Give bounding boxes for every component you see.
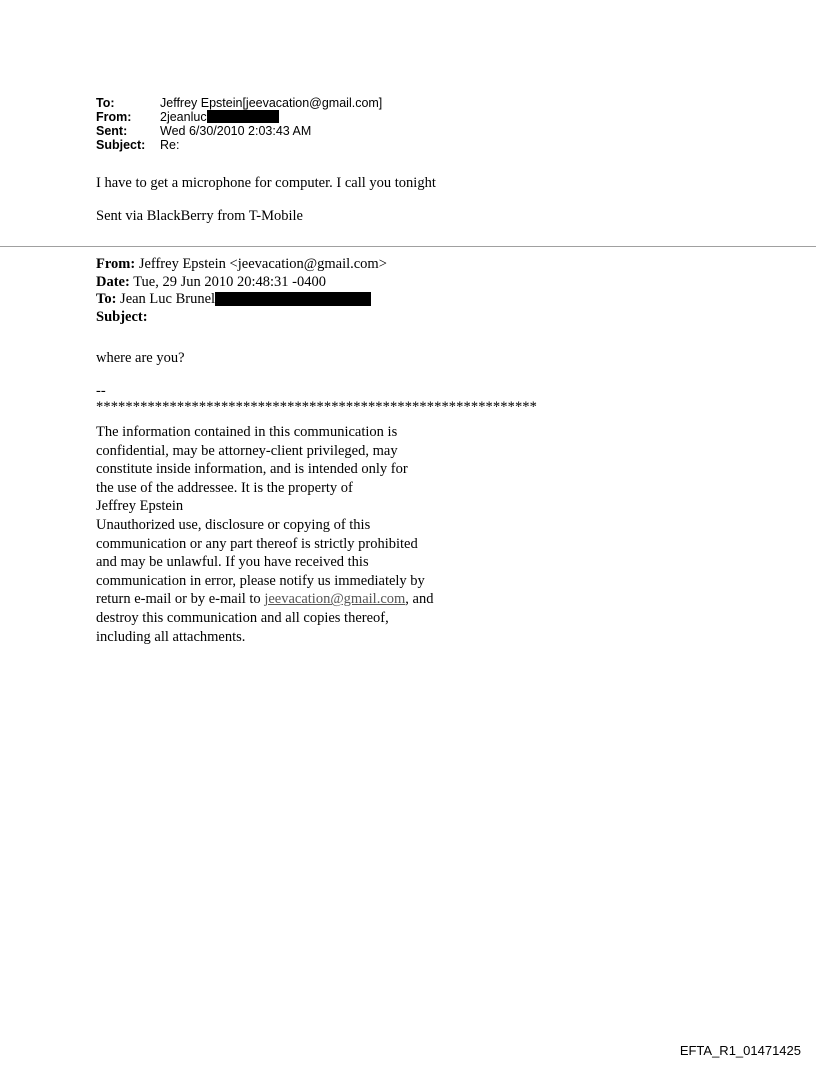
from-label: From: (96, 110, 132, 124)
disclaimer-line: communication in error, please notify us immediately by (96, 572, 425, 589)
to-label: To: (96, 96, 115, 110)
to-value: Jeffrey Epstein[jeevacation@gmail.com] (160, 96, 383, 110)
quoted-subject-label: Subject: (96, 308, 148, 325)
disclaimer-line: Unauthorized use, disclosure or copying of this (96, 516, 371, 533)
disclaimer-line: and may be unlawful. If you have received this (96, 554, 369, 571)
disclaimer-line: communication or any part thereof is strictly prohibited (96, 535, 418, 552)
quoted-to-value: Jean Luc Brunel (116, 291, 216, 307)
quoted-to-row (96, 291, 387, 309)
confidentiality-disclaimer (96, 423, 433, 646)
body-line-sent-via: Sent via BlackBerry from T-Mobile (96, 208, 303, 224)
disclaimer-line: constitute inside information, and is intended only for (96, 461, 408, 478)
quoted-subject-row (96, 309, 387, 327)
quoted-date-row (96, 274, 387, 292)
quoted-date-label: Date: (96, 273, 130, 290)
header-from-row (96, 110, 382, 124)
sent-label: Sent: (96, 124, 128, 138)
header-subject-row (96, 138, 382, 152)
header-to-row (96, 96, 382, 110)
signature-dashes: -- (96, 383, 106, 399)
return-prefix: return e-mail or by e-mail to (96, 591, 265, 608)
disclaimer-line: including all attachments. (96, 628, 246, 645)
quoted-message: where are you? (96, 350, 185, 366)
disclaimer-line: The information contained in this communication is (96, 424, 398, 440)
return-suffix: , and (405, 591, 434, 608)
quoted-from-row (96, 256, 387, 274)
disclaimer-line: the use of the addressee. It is the property of (96, 479, 353, 496)
signature-stars: ************************************************************ (96, 399, 537, 415)
redaction-box (207, 110, 279, 123)
quoted-from-value: Jeffrey Epstein <jeevacation@gmail.com> (135, 256, 387, 272)
subject-value: Re: (160, 138, 180, 152)
disclaimer-line-return (96, 590, 433, 609)
bates-number: EFTA_R1_01471425 (679, 1043, 801, 1058)
disclaimer-line: confidential, may be attorney-client privileged, may (96, 442, 398, 459)
disclaimer-line: destroy this communication and all copies thereof, (96, 609, 389, 626)
quoted-from-label: From: (96, 256, 136, 272)
email-header (96, 96, 382, 152)
from-value: 2jeanluc (160, 110, 207, 124)
body-line-microphone: I have to get a microphone for computer. I call you tonight (96, 175, 436, 191)
quoted-to-label: To: (96, 291, 117, 307)
divider-line (0, 246, 816, 247)
disclaimer-line: Jeffrey Epstein (96, 498, 184, 515)
header-sent-row (96, 124, 382, 138)
redaction-box (215, 292, 371, 306)
subject-label: Subject: (96, 138, 146, 152)
quoted-header (96, 256, 387, 326)
sent-value: Wed 6/30/2010 2:03:43 AM (160, 124, 312, 138)
quoted-date-value: Tue, 29 Jun 2010 20:48:31 -0400 (129, 273, 327, 290)
email-link[interactable]: jeevacation@gmail.com (264, 591, 406, 608)
